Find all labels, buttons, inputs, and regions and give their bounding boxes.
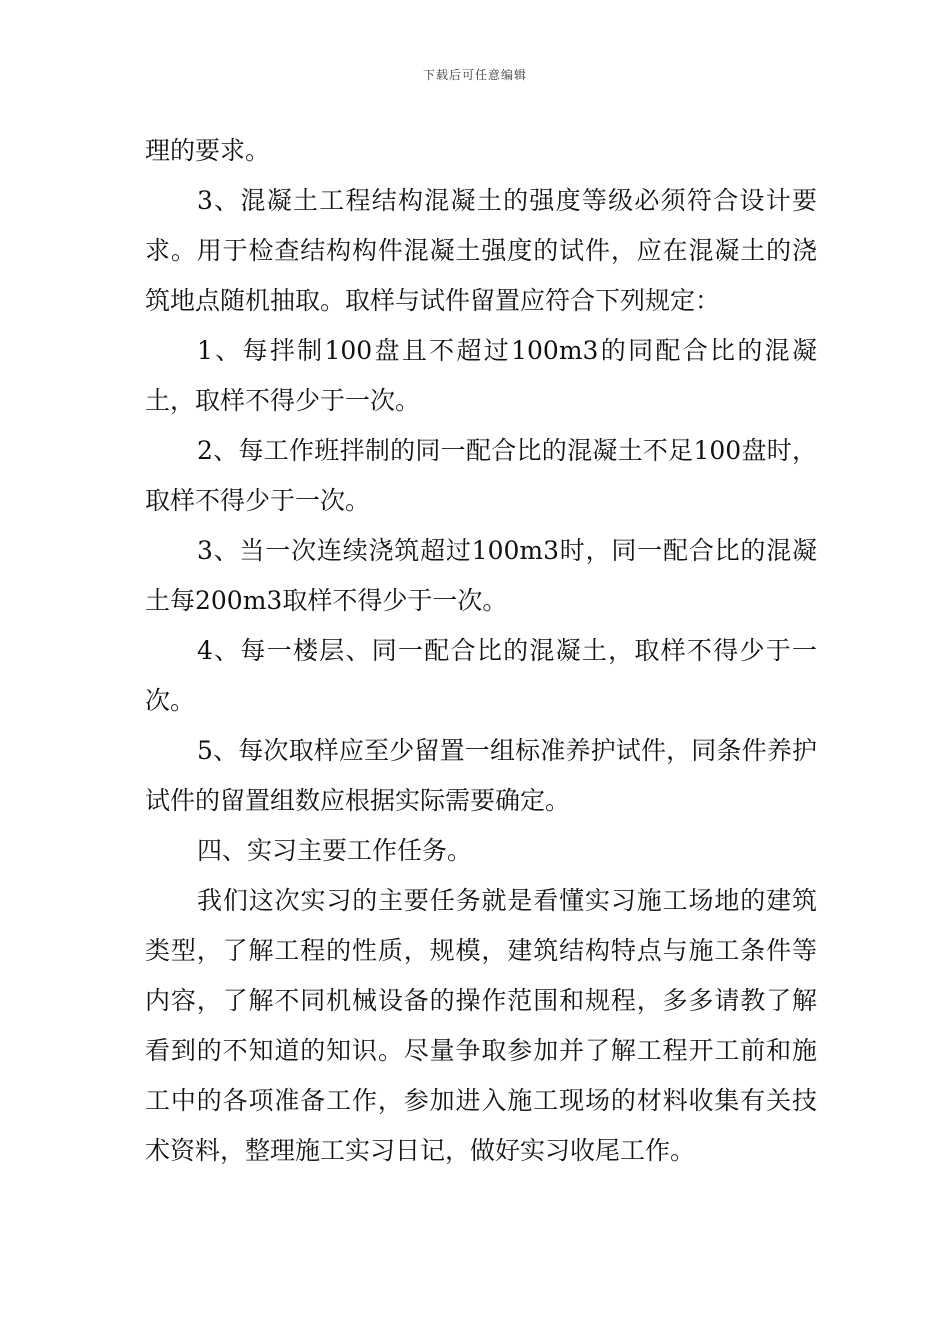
paragraph-tasks: 我们这次实习的主要任务就是看懂实习施工场地的建筑类型，了解工程的性质，规模，建筑结构特点与施工条件等内容，了解不同机械设备的操作范围和规程，多多请教了解看到的不知道的知识。尽量争取参加并了解工程开工前和施工中的各项准备工作，参加进入施工现场的材料收集有关技术资料，整理施工实习日记，做好实习收尾工作。 (145, 886, 817, 1165)
section-heading: 四、实习主要工作任务。 (197, 836, 473, 865)
paragraph-rule-5: 5、每次取样应至少留置一组标准养护试件，同条件养护试件的留置组数应根据实际需要确定。 (145, 736, 817, 815)
paragraph-rule-1: 1、每拌制100盘且不超过100m3的同配合比的混凝土，取样不得少于一次。 (145, 336, 817, 415)
paragraph-rule-3: 3、当一次连续浇筑超过100m3时，同一配合比的混凝土每200m3取样不得少于一次。 (145, 536, 817, 615)
paragraph-strength-grade: 3、混凝土工程结构混凝土的强度等级必须符合设计要求。用于检查结构构件混凝土强度的试件，应在混凝土的浇筑地点随机抽取。取样与试件留置应符合下列规定： (145, 186, 817, 315)
page-header: 下载后可任意编辑 (422, 68, 527, 82)
paragraph-rule-2: 2、每工作班拌制的同一配合比的混凝土不足100盘时，取样不得少于一次。 (145, 436, 817, 515)
paragraph-continuation: 理的要求。 (145, 136, 271, 165)
document-body (145, 126, 817, 1176)
paragraph-rule-4: 4、每一楼层、同一配合比的混凝土，取样不得少于一次。 (145, 636, 817, 715)
